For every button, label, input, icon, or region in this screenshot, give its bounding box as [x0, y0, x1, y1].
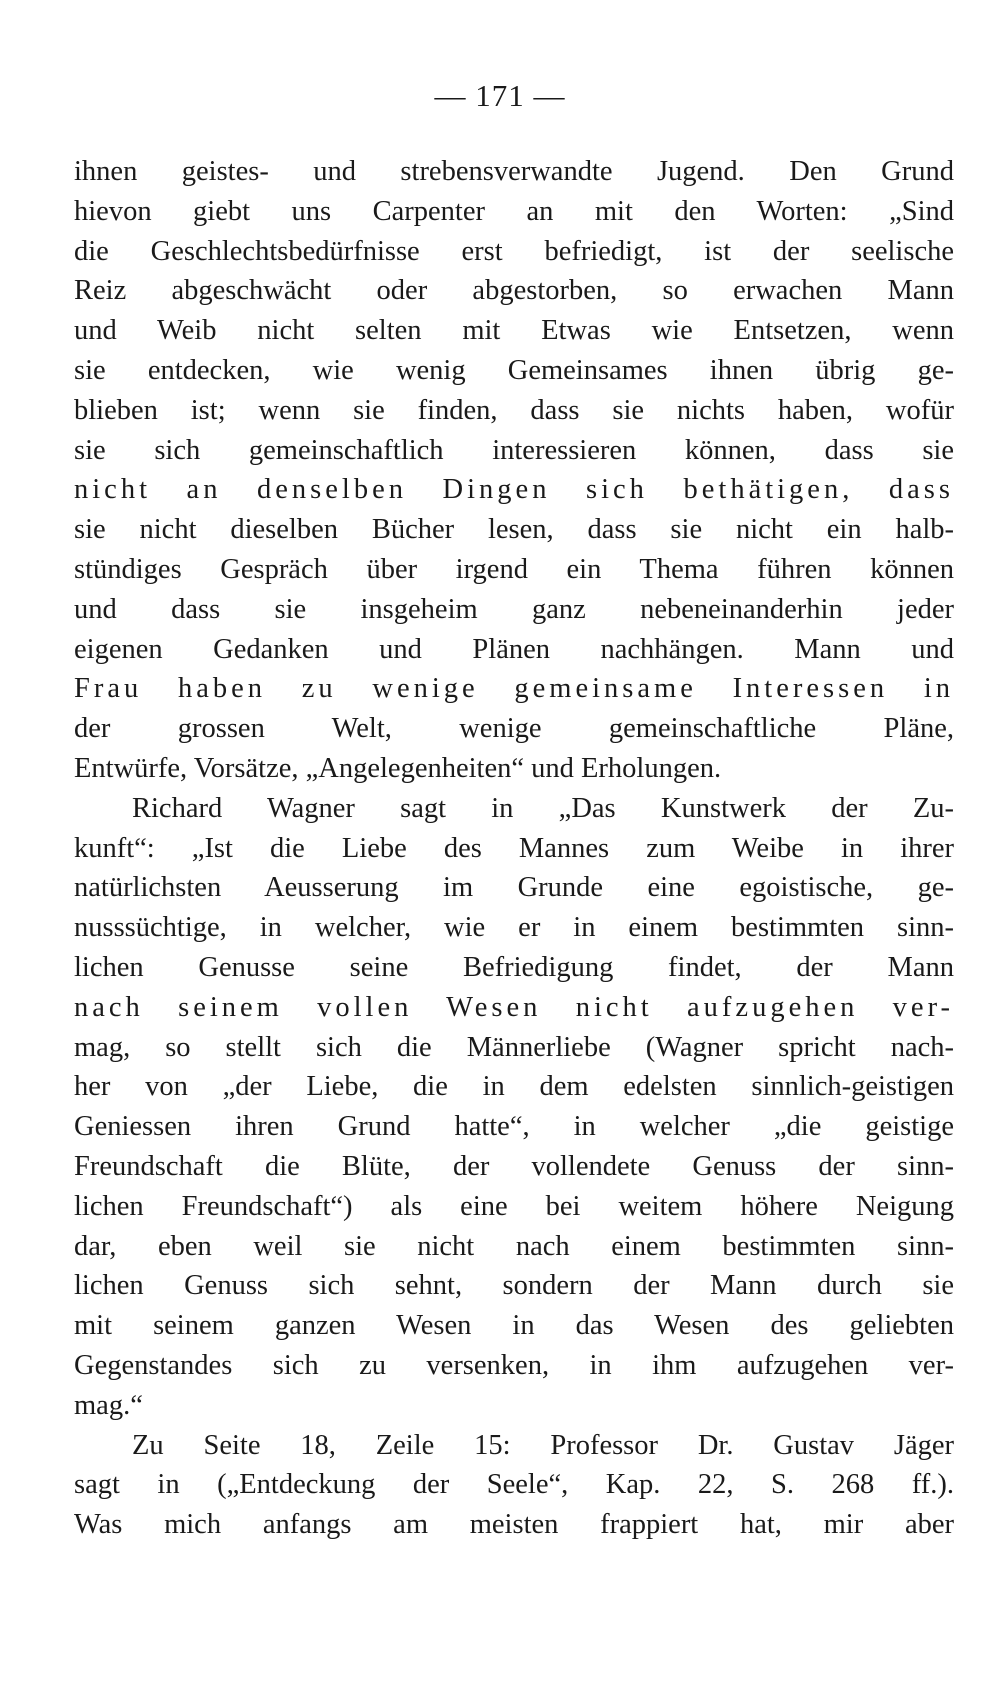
text-line: Was mich anfangs am meisten frappiert hat, mir aber	[74, 1509, 954, 1541]
text-line: sagt in („Entdeckung der Seele“, Kap. 22, S. 268 ff.).	[74, 1469, 954, 1501]
text-line: nusssüchtige, in welcher, wie er in einem bestimmten sinn-	[74, 912, 954, 944]
text-line: sie sich gemeinschaftlich interessieren können, dass sie	[74, 434, 954, 466]
text-line: dar, eben weil sie nicht nach einem bestimmten sinn-	[74, 1230, 954, 1262]
text-line: und dass sie insgeheim ganz nebeneinanderhin jeder	[74, 593, 954, 625]
text-line: Richard Wagner sagt in „Das Kunstwerk der Zu-	[132, 792, 954, 824]
text-line: Entwürfe, Vorsätze, „Angelegenheiten“ und Erholungen.	[74, 752, 722, 784]
text-line: nicht an denselben Dingen sich bethätigen, dass	[74, 474, 954, 506]
text-line: lichen Genusse seine Befriedigung findet, der Mann	[74, 951, 954, 983]
text-line: lichen Genuss sich sehnt, sondern der Mann durch sie	[74, 1270, 954, 1302]
text-line: Zu Seite 18, Zeile 15: Professor Dr. Gustav Jäger	[132, 1429, 954, 1461]
text-line: sie entdecken, wie wenig Gemeinsames ihnen übrig ge-	[74, 354, 954, 386]
text-line: der grossen Welt, wenige gemeinschaftliche Pläne,	[74, 713, 954, 745]
text-line: her von „der Liebe, die in dem edelsten sinnlich-geistigen	[74, 1071, 954, 1103]
text-line: die Geschlechtsbedürfnisse erst befriedigt, ist der seelische	[74, 235, 954, 267]
text-line: und Weib nicht selten mit Etwas wie Entsetzen, wenn	[74, 315, 954, 347]
text-line: natürlichsten Aeusserung im Grunde eine egoistische, ge-	[74, 872, 954, 904]
text-line: mit seinem ganzen Wesen in das Wesen des geliebten	[74, 1310, 954, 1342]
text-line: Reiz abgeschwächt oder abgestorben, so erwachen Mann	[74, 275, 954, 307]
text-line: sie nicht dieselben Bücher lesen, dass sie nicht ein halb-	[74, 514, 954, 546]
text-line: mag.“	[74, 1389, 143, 1421]
text-line: hievon giebt uns Carpenter an mit den Worten: „Sind	[74, 195, 954, 227]
text-line: mag, so stellt sich die Männerliebe (Wagner spricht nach-	[74, 1031, 954, 1063]
text-line: Freundschaft die Blüte, der vollendete Genuss der sinn-	[74, 1150, 954, 1182]
text-line: stündiges Gespräch über irgend ein Thema führen können	[74, 553, 954, 585]
text-line: Geniessen ihren Grund hatte“, in welcher „die geistige	[74, 1111, 954, 1143]
text-line: eigenen Gedanken und Plänen nachhängen. Mann und	[74, 633, 954, 665]
text-line: ihnen geistes- und strebensverwandte Jugend. Den Grund	[74, 156, 954, 187]
text-line: nach seinem vollen Wesen nicht aufzugehen ver-	[74, 991, 954, 1023]
text-line: blieben ist; wenn sie finden, dass sie nichts haben, wofür	[74, 394, 954, 426]
body-text	[74, 152, 954, 1545]
page-number: — 171 —	[434, 78, 566, 113]
text-line: kunft“: „Ist die Liebe des Mannes zum Weibe in ihrer	[74, 832, 954, 864]
text-line: Gegenstandes sich zu versenken, in ihm aufzugehen ver-	[74, 1349, 954, 1381]
text-line: lichen Freundschaft“) als eine bei weitem höhere Neigung	[74, 1190, 954, 1222]
text-line: Frau haben zu wenige gemeinsame Interessen in	[74, 673, 954, 705]
